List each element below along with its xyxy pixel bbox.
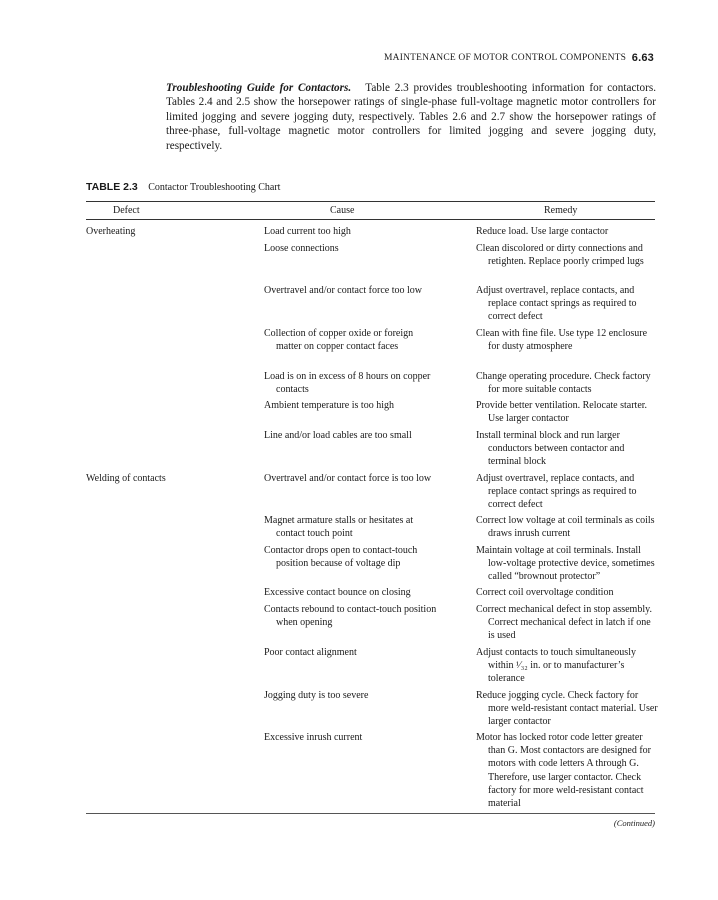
remedy-cell: Install terminal block and run larger conductors between contactor and terminal block [476, 430, 625, 468]
remedy-cell: Adjust contacts to touch simultaneously within ¹⁄₃₂ in. or to manufacturer’s tolerance [476, 647, 636, 685]
remedy-cell: Reduce load. Use large contactor [476, 226, 609, 237]
remedy-cell: Provide better ventilation. Relocate starter. Use larger contactor [476, 400, 648, 425]
cause-cell: Load current too high [264, 226, 351, 237]
table-bottom-rule [86, 813, 655, 814]
remedy-cell: Clean with fine file. Use type 12 enclosure for dusty atmosphere [476, 328, 648, 353]
remedy-cell: Correct coil overvoltage condition [476, 587, 614, 598]
intro-lead: Troubleshooting Guide for Contactors. [166, 82, 352, 94]
defect-cell: Overheating [86, 226, 136, 237]
remedy-cell: Motor has locked rotor code letter greater than G. Most contactors are designed for motors with code letters A through G. Therefore, use larger contactor. Check factory for more weld-resistant contact material [476, 732, 652, 810]
table-caption [86, 181, 280, 193]
column-header-defect: Defect [113, 205, 140, 216]
remedy-cell: Correct mechanical defect in stop assembly. Correct mechanical defect in latch if one is used [476, 604, 652, 642]
remedy-cell: Clean discolored or dirty connections and retighten. Replace poorly crimped lugs [476, 243, 644, 268]
remedy-cell: Maintain voltage at coil terminals. Install low-voltage protective device, sometimes called “brownout protector” [476, 545, 655, 583]
cause-cell: Excessive contact bounce on closing [264, 587, 411, 598]
remedy-cell: Adjust overtravel, replace contacts, and replace contact springs as required to correct defect [476, 473, 637, 511]
cause-cell: Load is on in excess of 8 hours on copper contacts [264, 371, 431, 396]
remedy-cell: Reduce jogging cycle. Check factory for more weld-resistant contact material. User larger contactor [476, 690, 658, 728]
cause-cell: Poor contact alignment [264, 647, 357, 658]
cause-cell: Excessive inrush current [264, 732, 363, 743]
cause-cell: Overtravel and/or contact force too low [264, 285, 422, 296]
cause-cell: Collection of copper oxide or foreign matter on copper contact faces [264, 328, 414, 353]
remedy-cell: Adjust overtravel, replace contacts, and replace contact springs as required to correct defect [476, 285, 637, 323]
intro-paragraph [166, 81, 656, 153]
cause-cell: Line and/or load cables are too small [264, 430, 412, 441]
continued-note: (Continued) [613, 818, 655, 828]
table-title: Contactor Troubleshooting Chart [148, 182, 281, 193]
running-head [384, 53, 654, 63]
cause-cell: Contacts rebound to contact-touch position when opening [264, 604, 437, 629]
cause-cell: Ambient temperature is too high [264, 400, 394, 411]
column-header-cause: Cause [330, 205, 355, 216]
cause-cell: Magnet armature stalls or hesitates at contact touch point [264, 515, 414, 540]
remedy-cell: Correct low voltage at coil terminals as coils draws inrush current [476, 515, 655, 540]
cause-cell: Overtravel and/or contact force is too low [264, 473, 432, 484]
cause-cell: Loose connections [264, 243, 339, 254]
column-header-remedy: Remedy [544, 205, 578, 216]
intro-text: Table 2.3 provides troubleshooting information for contactors. Tables 2.4 and 2.5 show the horsepower ratings of single-phase full-voltage magnetic motor controllers for limited jogging and severe jogging duty, respectively. Tables 2.6 and 2.7 show the horsepower ratings of three-phase, full-voltage magnetic motor controllers for limited jogging and severe jogging duty, respectively. [166, 82, 656, 152]
table-top-rule [86, 201, 655, 202]
running-head-title: MAINTENANCE OF MOTOR CONTROL COMPONENTS [384, 53, 627, 63]
header-rule [86, 219, 655, 220]
cause-cell: Contactor drops open to contact-touch position because of voltage dip [264, 545, 418, 570]
page-number: 6.63 [631, 52, 654, 64]
cause-cell: Jogging duty is too severe [264, 690, 369, 701]
remedy-cell: Change operating procedure. Check factory for more suitable contacts [476, 371, 651, 396]
table-number: TABLE 2.3 [86, 181, 138, 193]
defect-cell: Welding of contacts [86, 473, 166, 484]
